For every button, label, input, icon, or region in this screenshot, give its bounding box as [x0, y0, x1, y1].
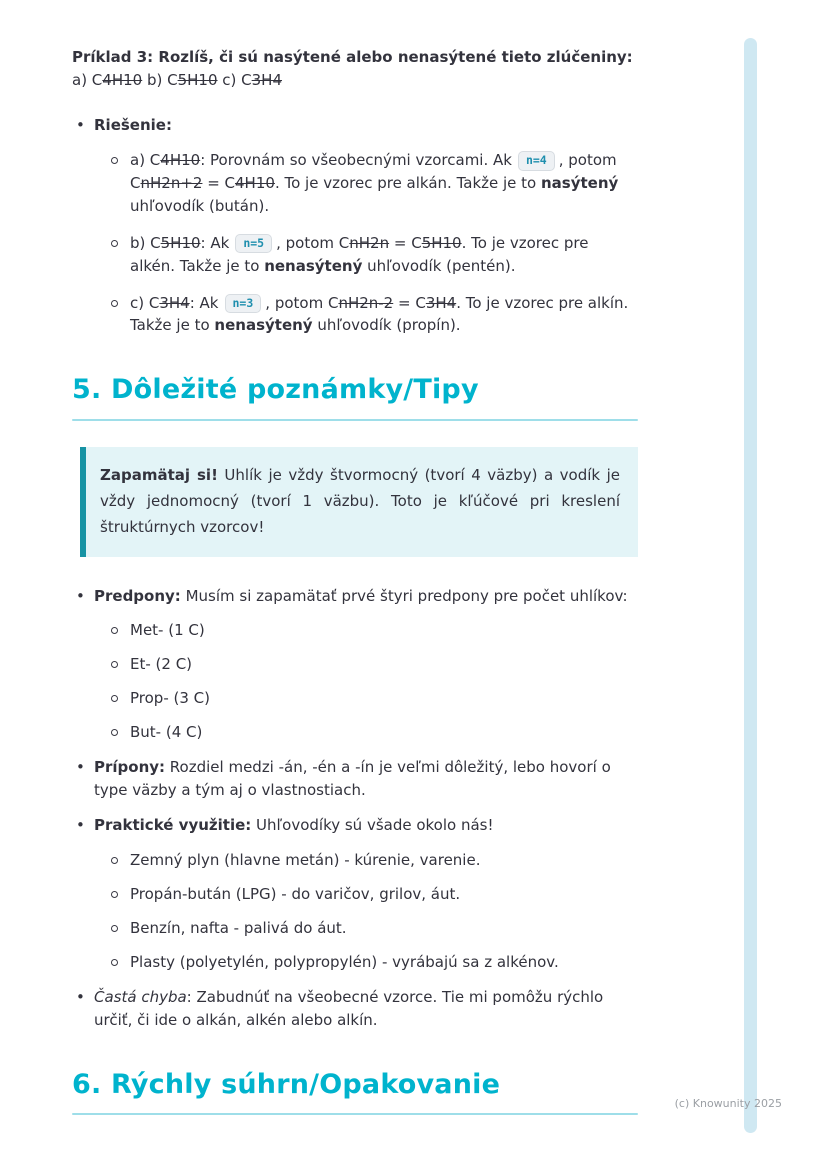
- practical-item: [108, 883, 638, 906]
- text-fragment: , potom C: [265, 293, 339, 312]
- emphasis-word: nenasýtený: [264, 256, 363, 275]
- text-fragment: a) C: [72, 70, 103, 89]
- inline-code-chip: n=4: [518, 151, 555, 171]
- page-edge-accent-bar: [744, 38, 757, 1133]
- solution-list: [108, 149, 638, 338]
- practical-text: Plasty (polyetylén, polypropylén) - vyrábajú sa z alkénov.: [130, 952, 559, 971]
- text-fragment: b) C: [130, 233, 161, 252]
- note-lead: Predpony:: [94, 586, 181, 605]
- example-3-compounds: [72, 71, 282, 89]
- prefix-text: Et- (2 C): [130, 655, 193, 674]
- prefix-text: But- (4 C): [130, 723, 203, 742]
- text-fragment: uhľovodík (bután).: [130, 196, 270, 215]
- inline-code-chip: n=5: [235, 234, 272, 254]
- note-text: Rozdiel medzi -án, -én a -ín je veľmi dôležitý, lebo hovorí o type väzby a tým aj o vlastnostiach.: [94, 758, 611, 800]
- formula-subscript: nH2n-2: [338, 293, 394, 312]
- text-fragment: b) C: [142, 70, 178, 89]
- solution-item-c: [108, 292, 638, 338]
- formula-subscript: 4H10: [235, 173, 275, 192]
- text-fragment: . To je vzorec pre alkín. Takže je to: [130, 293, 629, 335]
- note-suffixes: [72, 756, 638, 802]
- example-3-title: Príklad 3: Rozlíš, či sú nasýtené alebo nenasýtené tieto zlúčeniny:: [72, 48, 633, 66]
- solution-label: Riešenie:: [94, 115, 172, 134]
- text-fragment: c) C: [217, 70, 252, 89]
- practical-text: Propán-bután (LPG) - do varičov, grilov, áut.: [130, 884, 461, 903]
- practical-item: [108, 917, 638, 940]
- practical-item: [108, 951, 638, 974]
- prefix-text: Prop- (3 C): [130, 689, 210, 708]
- callout-text: Uhlík je vždy štvormocný (tvorí 4 väzby) a vodík je vždy jednomocný (tvorí 1 väzbu). Toto je kľúčové pri kreslení štruktúrnych vzorcov!: [100, 466, 620, 536]
- section-5-heading: 5. Dôležité poznámky/Tipy: [72, 374, 479, 406]
- formula-subscript: 5H10: [421, 233, 462, 252]
- formula-subscript: nH2n+2: [140, 173, 203, 192]
- mistake-text: : Zabudnúť na všeobecné vzorce. Tie mi pomôžu rýchlo určiť, či ide o alkán, alkén alebo alkín.: [94, 987, 604, 1029]
- formula-subscript: 3H4: [251, 70, 283, 89]
- callout-lead: Zapamätaj si!: [100, 466, 218, 485]
- text-fragment: . To je vzorec pre alkán. Takže je to: [274, 173, 541, 192]
- text-fragment: c) C: [130, 293, 160, 312]
- formula-subscript: nH2n: [349, 233, 390, 252]
- formula-subscript: 5H10: [160, 233, 201, 252]
- note-text: Musím si zapamätať prvé štyri predpony pre počet uhlíkov:: [180, 586, 628, 605]
- emphasis-word: nasýtený: [541, 173, 619, 192]
- note-common-mistake: [72, 986, 638, 1032]
- prefixes-list: [108, 619, 638, 744]
- formula-subscript: 3H4: [425, 293, 457, 312]
- note-lead: Prípony:: [94, 758, 166, 777]
- text-fragment: . To je vzorec pre alkén. Takže je to: [130, 233, 589, 275]
- copyright-note: (c) Knowunity 2025: [674, 1097, 782, 1110]
- text-fragment: : Ak: [189, 293, 219, 312]
- note-lead: Praktické využitie:: [94, 816, 252, 835]
- text-fragment: , potom C: [276, 233, 350, 252]
- text-fragment: : Ak: [200, 233, 230, 252]
- practical-list: [108, 849, 638, 974]
- note-practical: [72, 814, 638, 837]
- practical-text: Benzín, nafta - palivá do áut.: [130, 918, 347, 937]
- text-fragment: = C: [389, 233, 422, 252]
- text-fragment: uhľovodík (propín).: [312, 316, 461, 335]
- practical-text: Zemný plyn (hlavne metán) - kúrenie, varenie.: [130, 851, 481, 870]
- text-fragment: = C: [202, 173, 236, 192]
- inline-code-chip: n=3: [225, 294, 262, 314]
- section-5-divider: [72, 419, 638, 421]
- formula-subscript: 5H10: [177, 70, 218, 89]
- note-content: [72, 46, 638, 1115]
- mistake-lead: Častá chyba: [94, 987, 187, 1006]
- formula-subscript: 3H4: [159, 293, 190, 312]
- example-3-paragraph: [72, 46, 638, 92]
- formula-subscript: 4H10: [160, 150, 201, 169]
- text-fragment: uhľovodík (pentén).: [362, 256, 516, 275]
- remember-callout: [80, 447, 638, 556]
- practical-item: [108, 849, 638, 872]
- emphasis-word: nenasýtený: [214, 316, 313, 335]
- text-fragment: a) C: [130, 150, 161, 169]
- solution-item-b: [108, 232, 638, 278]
- prefix-item: [108, 653, 638, 676]
- solution-heading: [72, 114, 638, 137]
- note-prefixes: [72, 585, 638, 608]
- prefix-item: [108, 619, 638, 642]
- prefix-text: Met- (1 C): [130, 621, 205, 640]
- text-fragment: : Porovnám so všeobecnými vzorcami. Ak: [200, 150, 512, 169]
- section-6-heading: 6. Rýchly súhrn/Opakovanie: [72, 1068, 501, 1100]
- solution-item-a: [108, 149, 638, 218]
- text-fragment: = C: [393, 293, 426, 312]
- text-fragment: , potom C: [130, 150, 617, 192]
- prefix-item: [108, 687, 638, 710]
- note-text: Uhľovodíky sú všade okolo nás!: [251, 816, 494, 835]
- formula-subscript: 4H10: [102, 70, 143, 89]
- prefix-item: [108, 721, 638, 744]
- section-6-divider: [72, 1113, 638, 1115]
